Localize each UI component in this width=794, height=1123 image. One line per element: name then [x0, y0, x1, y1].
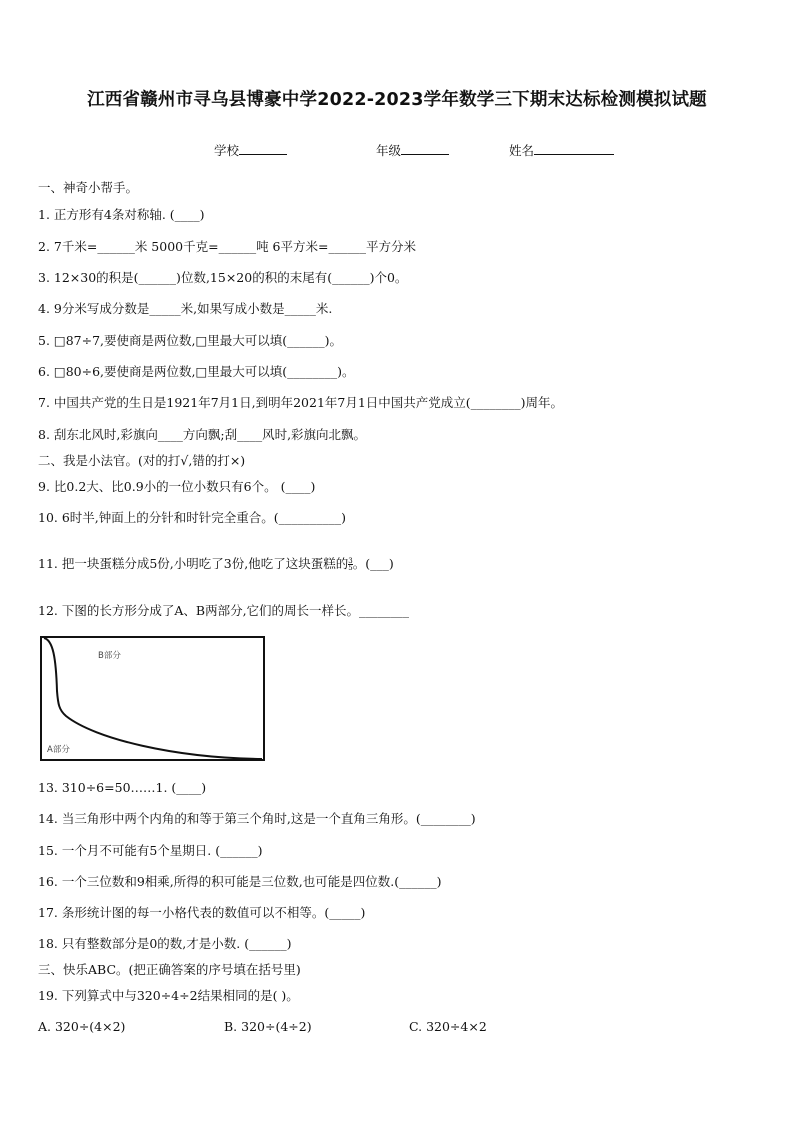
option-a[interactable]: A. 320÷(4×2) — [38, 1019, 126, 1034]
question-11-answer: 。(___) — [352, 556, 394, 571]
question-7: 7. 中国共产党的生日是1921年7月1日,到明年2021年7月1日中国共产党成立(________)周年。 — [38, 395, 564, 410]
grade-label: 年级 — [376, 143, 402, 158]
question-5: 5. □87÷7,要使商是两位数,□里最大可以填(______)。 — [38, 333, 343, 348]
grade-field — [376, 141, 449, 159]
question-11-text: 11. 把一块蛋糕分成5份,小明吃了3份,他吃了这块蛋糕的 — [38, 556, 349, 571]
section-2-heading: 二、我是小法官。(对的打√,错的打×) — [38, 453, 246, 468]
question-2: 2. 7千米=______米 5000千克=______吨 6平方米=______平方分米 — [38, 239, 416, 254]
school-field — [214, 141, 287, 159]
question-16: 16. 一个三位数和9相乘,所得的积可能是三位数,也可能是四位数.(______) — [38, 874, 442, 889]
question-17: 17. 条形统计图的每一小格代表的数值可以不相等。(_____) — [38, 905, 366, 920]
page-title: 江西省赣州市寻乌县博豪中学2022-2023学年数学三下期末达标检测模拟试题 — [87, 90, 707, 110]
option-b[interactable]: B. 320÷(4÷2) — [224, 1019, 312, 1034]
section-3-heading: 三、快乐ABC。(把正确答案的序号填在括号里) — [38, 962, 301, 977]
question-15: 15. 一个月不可能有5个星期日. (______) — [38, 843, 263, 858]
question-12: 12. 下图的长方形分成了A、B两部分,它们的周长一样长。________ — [38, 603, 410, 618]
question-3: 3. 12×30的积是(______)位数,15×20的积的末尾有(______)个0。 — [38, 270, 408, 285]
option-c[interactable]: C. 320÷4×2 — [409, 1019, 487, 1034]
question-10: 10. 6时半,钟面上的分针和时针完全重合。(__________) — [38, 510, 347, 525]
question-11 — [38, 556, 394, 572]
section-1-heading: 一、神奇小帮手。 — [38, 180, 139, 195]
question-9: 9. 比0.2大、比0.9小的一位小数只有6个。 (____) — [38, 479, 316, 494]
rectangle-figure — [40, 636, 266, 762]
school-label: 学校 — [214, 143, 240, 158]
name-field — [509, 141, 614, 159]
question-14: 14. 当三角形中两个内角的和等于第三个角时,这是一个直角三角形。(________) — [38, 811, 476, 826]
question-19: 19. 下列算式中与320÷4÷2结果相同的是( )。 — [38, 988, 299, 1003]
question-4: 4. 9分米写成分数是_____米,如果写成小数是_____米. — [38, 301, 333, 316]
label-b: B部分 — [98, 651, 121, 661]
name-blank[interactable] — [534, 142, 614, 155]
question-18: 18. 只有整数部分是0的数,才是小数. (______) — [38, 936, 292, 951]
question-1: 1. 正方形有4条对称轴. (____) — [38, 207, 205, 222]
fraction-denominator: 5 — [348, 564, 353, 572]
rectangle-outline — [41, 637, 264, 760]
question-13: 13. 310÷6=50……1. (____) — [38, 780, 207, 795]
name-label: 姓名 — [509, 143, 535, 158]
question-6: 6. □80÷6,要使商是两位数,□里最大可以填(________)。 — [38, 364, 355, 379]
school-blank[interactable] — [239, 142, 287, 155]
label-a: A部分 — [47, 745, 70, 755]
grade-blank[interactable] — [401, 142, 449, 155]
fraction-numerator: 3 — [348, 557, 353, 565]
rectangle-diagram — [40, 636, 266, 762]
question-8: 8. 刮东北风时,彩旗向____方向飘;刮____风时,彩旗向北飘。 — [38, 427, 367, 442]
